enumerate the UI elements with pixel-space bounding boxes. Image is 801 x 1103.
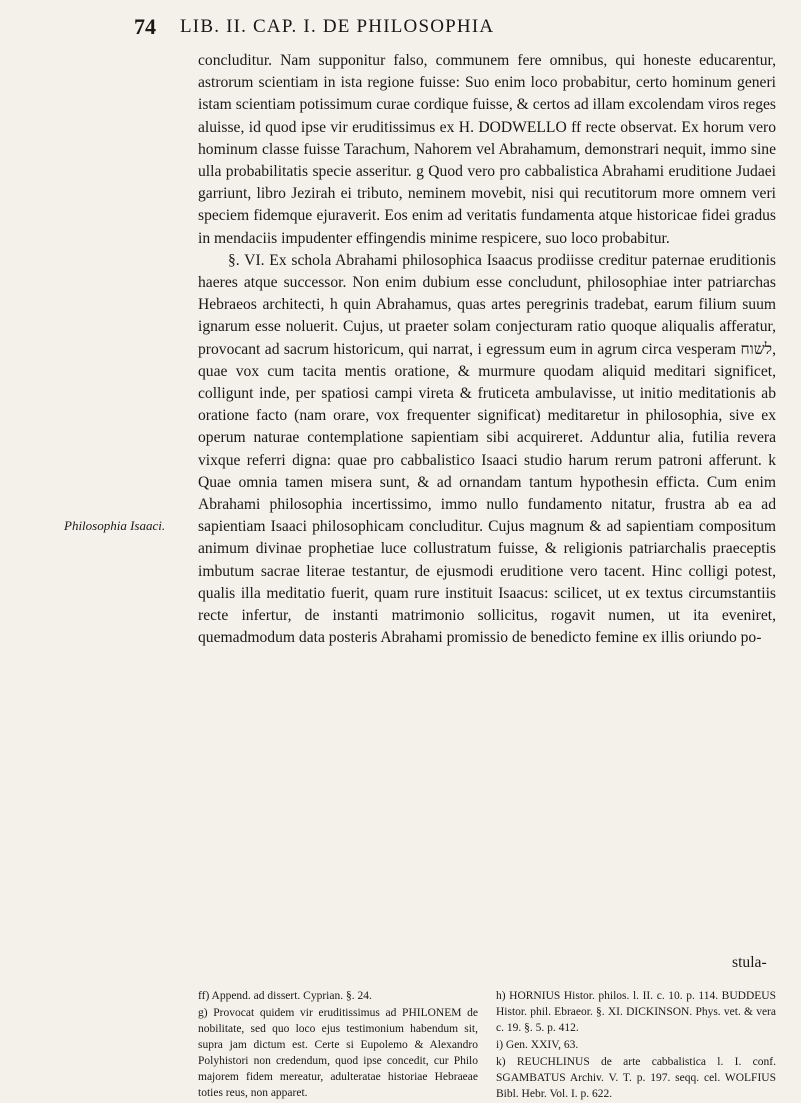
running-head: LIB. II. CAP. I. DE PHILOSOPHIA: [180, 16, 495, 37]
margin-note: Philosophia Isaaci.: [64, 518, 166, 533]
footnotes-right-column: [496, 988, 776, 1103]
paragraph-2: §. VI. Ex schola Abrahami philosophica Isaacus prodiisse creditur paternae eruditionis haeres atque successor. Non enim dubium esse concludunt, philosophiae inter patriarchas Hebraeos architecti, h quin Abrahamus, quas artes peregrinis tradebat, earum filium suum ignarum esse noluerit. Cujus, ut praeter solam conjecturam ratio quoque aliqualis afferatur, provocant ad sacrum historicum, qui narrat, i egressum eum in agrum circa vesperam לשוח, quae vox cum tacita mentis oratione, & murmure quodam aliquid meditari significet, colligunt inde, per spatiosi campi vireta & fruticeta ambulavisse, ut initio meditationis ab oratione facto (nam orare, vox frequenter significat) meditaretur in philosophia, sive ex operum naturae contemplatione sapientiam sibi acquireret. Adduntur alia, futilia revera vixque referri digna: quae pro cabbalistico Isaaci studio harum rerum patroni afferunt. k Quae omnia tamen misera sunt, & ad ornandam tantum hypothesin efficta. Cum enim Abrahami philosophia incertissimo, immo nullo fundamento nitatur, frustra ab ea ad sapientiam Isaaci philosophicam concluditur. Cujus magnum & ad sapientiam compositum animum divinae prophetiae luce collustratum fuisse, & religionis patriarchalis praeceptis imbutum sacrae literae testantur, de ejusmodi eruditione vero tacent. Hinc colligi potest, qualis illa meditatio fuerit, quam rure instituit Isaacus: scilicet, ut ex textus circumstantiis recte infertur, de instanti matrimonio sollicitus, rogavit numen, ut ita eveniret, quemadmodum data posteris Abrahami promissio de benedicto femine ex illis oriundo po-: [198, 251, 776, 647]
footnote-h: h) HORNIUS Histor. philos. l. II. c. 10. p. 114. BUDDEUS Histor. phil. Ebraeor. §. XI. DICKINSON. Phys. vet. & vera c. 19. §. 5. p. 412.: [496, 990, 776, 1034]
footnote-ff: ff) Append. ad dissert. Cyprian. §. 24.: [198, 990, 372, 1002]
footnote-g: g) Provocat quidem vir eruditissimus ad PHILONEM de nobilitate, sed quo loco ejus testimonium habendum sit, supra jam dictum est. Certe si Eupolemo & Alexandro Polyhistori non credendum, quod ipse concedit, cur Philo majorem fidem mereatur, adulteratae historiae Hebraeae toties reus, non apparet.: [198, 1007, 478, 1099]
footnotes-left-column: [198, 988, 478, 1103]
footnote-k: k) REUCHLINUS de arte cabbalistica l. I. conf. SGAMBATUS Archiv. V. T. p. 197. seqq. cel. WOLFIUS Bibl. Hebr. Vol. I. p. 622.: [496, 1056, 776, 1100]
page-header: [134, 14, 774, 40]
footnote-i: i) Gen. XXIV, 63.: [496, 1039, 579, 1051]
main-text: [198, 50, 776, 649]
catchword: stula-: [732, 954, 767, 971]
footnotes: [198, 988, 776, 1103]
page-number: 74: [134, 14, 156, 39]
paragraph-1: concluditur. Nam supponitur falso, communem fere omnibus, qui honeste educarentur, astrorum scientiam in ista regione fuisse: Suo enim loco probabitur, certo hominum generi istam scientiam potissimum curae cordique fuisse, & certos ad illam excolendam viros reges aluisse, id quod ipse vir eruditissimus ex H. DODWELLO ff recte observat. Ex horum vero hominum classe fuisse Tarachum, Nahorem vel Abrahamum, demonstrari nequit, immo sine ulla probabilitatis specie asseritur. g Quod vero pro cabbalistica Abrahami eruditione Judaei garriunt, libro Jezirah ei tributo, neminem movebit, nisi qui recutitorum more omnem veri speciem fidemque ejuraverit. Eos enim ad veritatis fundamenta atque historicae fidei gradus in mendaciis impudenter effingendis minime respicere, suo loco probabitur.: [198, 52, 776, 247]
